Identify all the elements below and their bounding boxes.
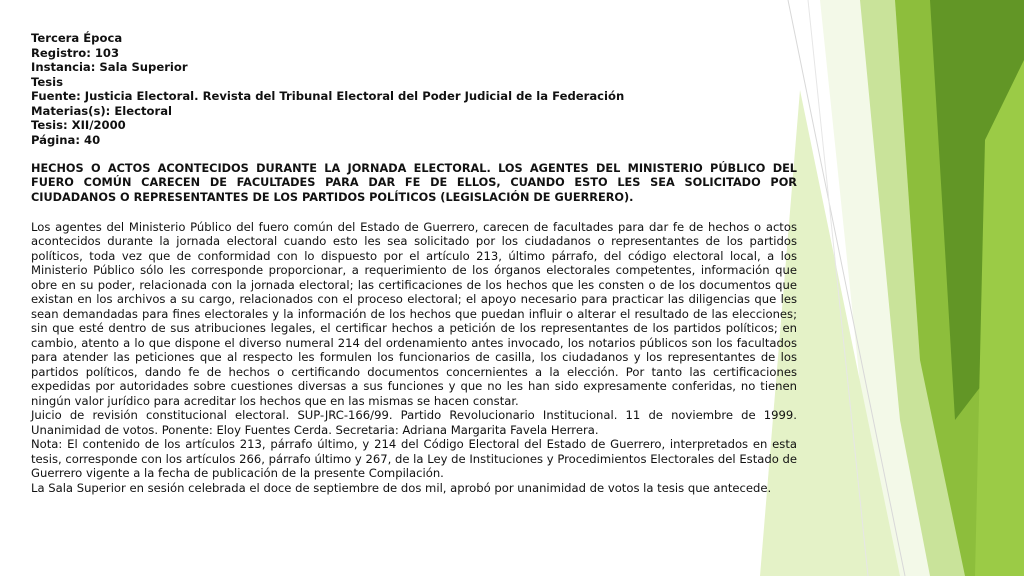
meta-instancia: Instancia: Sala Superior: [31, 60, 188, 74]
meta-pagina: Página: 40: [31, 132, 101, 147]
precedent-juicio: Juicio de revisión constitucional electoral. SUP-JRC-166/99. Partido Revolucionario Institucional. 11 de noviembre de 1999. Unanimidad de votos. Ponente: Eloy Fuentes Cerda. Secretaria: Adriana Margarita Favela Herrera.: [31, 408, 797, 437]
meta-tipo: Tesis: [31, 74, 64, 89]
closing-statement: La Sala Superior en sesión celebrada el doce de septiembre de dos mil, aprobó por unanimidad de votos la tesis que antecede.: [31, 480, 772, 495]
thesis-text-block: [31, 31, 797, 495]
nota-paragraph: Nota: El contenido de los artículos 213, párrafo último, y 214 del Código Electoral del Estado de Guerrero, interpretados en esta tesis, corresponde con los artículos 266, párrafo último y 267, de la Ley de Instituciones y Procedimientos Electorales del Estado de Guerrero vigente a la fecha de publicación de la presente Compilación.: [31, 437, 797, 480]
meta-materias: Materias(s): Electoral: [31, 103, 173, 118]
meta-tesis: Tesis: XII/2000: [31, 118, 126, 132]
meta-fuente: Fuente: Justicia Electoral. Revista del Tribunal Electoral del Poder Judicial de la Federación: [31, 89, 625, 103]
thesis-heading: HECHOS O ACTOS ACONTECIDOS DURANTE LA JORNADA ELECTORAL. LOS AGENTES DEL MINISTERIO PÚBLICO DEL FUERO COMÚN CARECEN DE FACULTADES PARA DAR FE DE ELLOS, CUANDO ESTO LES SEA SOLICITADO POR CIUDADANOS O REPRESENTANTES DE LOS PARTIDOS POLÍTICOS (LEGISLACIÓN DE GUERRERO).: [31, 161, 797, 204]
meta-epoca: Tercera Época: [31, 31, 123, 45]
thesis-body: Los agentes del Ministerio Público del fuero común del Estado de Guerrero, carecen de facultades para dar fe de hechos o actos acontecidos durante la jornada electoral cuando esto les sea solicitado por los ciudadanos o representantes de los partidos políticos, toda vez que de conformidad con lo dispuesto por el artículo 213, último párrafo, del código electoral local, a los Ministerio Público sólo les corresponde proporcionar, a requerimiento de los órganos electorales competentes, información que obre en su poder, relacionada con la jornada electoral; las certificaciones de los hechos que les consten o de los documentos que existan en los archivos a su cargo, relacionados con el proceso electoral; el apoyo necesario para practicar las diligencias que les sean demandadas para fines electorales y la información de los hechos que puedan influir o alterar el resultado de las elecciones; sin que esté dentro de sus atribuciones legales, el certificar hechos a petición de los representantes de los partidos políticos; en cambio, atento a lo que dispone el diverso numeral 214 del ordenamiento antes invocado, los notarios públicos son los facultados para atender las peticiones que al respecto les formulen los funcionarios de casilla, los ciudadanos y los representantes de los partidos políticos, dando fe de hechos o certificando documentos concernientes a la elección. Por tanto las certificaciones expedidas por autoridades sobre cuestiones diversas a sus funciones y que no les han sido expresamente conferidas, no tienen ningún valor jurídico para acreditar los hechos que en las mismas se hacen constar.: [31, 219, 797, 408]
metadata-block: [31, 31, 797, 147]
meta-registro: Registro: 103: [31, 45, 120, 60]
